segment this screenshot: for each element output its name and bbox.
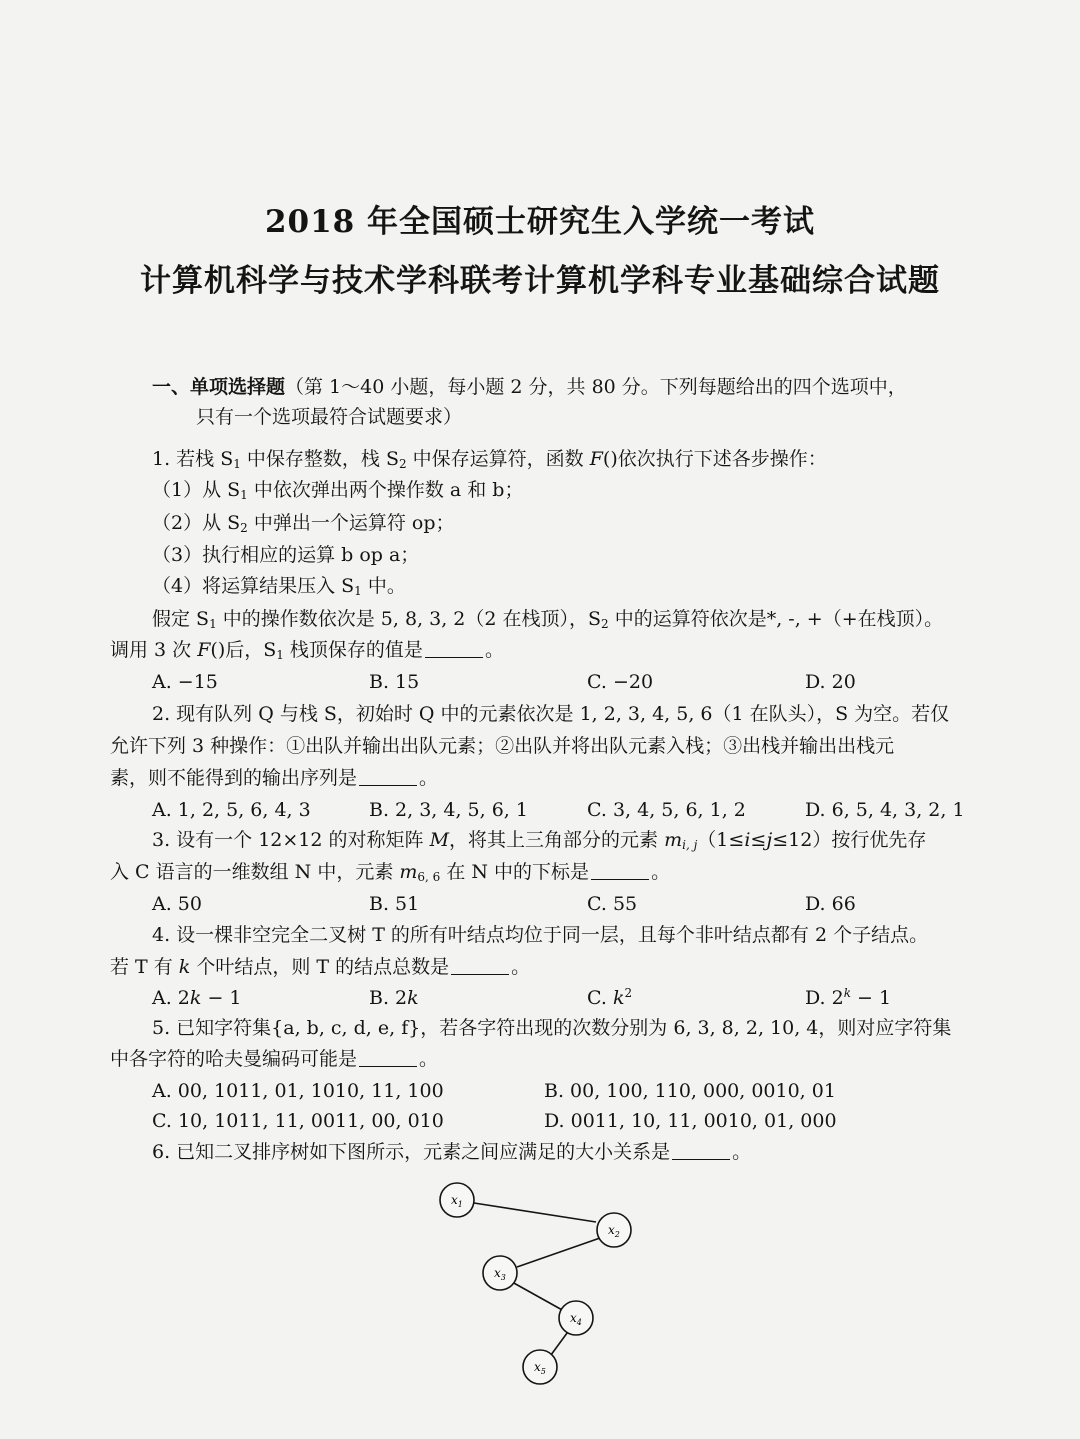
- q1-option-d: D. 20: [805, 671, 856, 693]
- svg-text:x5: $x_5$: [534, 1360, 546, 1376]
- q4-line1: 4. 设一棵非空完全二叉树 T 的所有叶结点均位于同一层，且每个非叶结点都有 2 个子结点。: [152, 924, 929, 946]
- q1-option-a: A. −15: [152, 671, 218, 693]
- q1-step2: （2）从 $S_2$ 中弹出一个运算符 op；: [152, 512, 455, 535]
- edge-x2-x3: [517, 1238, 600, 1267]
- q4-option-b: B. 2k: [369, 987, 419, 1009]
- q3-option-c: C. 55: [587, 893, 638, 915]
- section-heading: [152, 378, 907, 397]
- q6-line1: 6. 已知二叉排序树如下图所示，元素之间应满足的大小关系是 。: [152, 1141, 752, 1163]
- q1-question: 调用 3 次 F()后，$S_1$ 栈顶保存的值是 。: [110, 639, 504, 662]
- q2-option-c: C. 3, 4, 5, 6, 1, 2: [587, 799, 746, 821]
- tree-node-x1: [440, 1183, 474, 1217]
- q3-option-b: B. 51: [369, 893, 420, 915]
- q2-option-d: D. 6, 5, 4, 3, 2, 1: [805, 799, 965, 821]
- q3-option-a: A. 50: [152, 893, 202, 915]
- answer-blank: [672, 1159, 730, 1160]
- q1-step4: （4）将运算结果压入 $S_1$ 中。: [152, 575, 406, 598]
- q3-line1: 3. 设有一个 12×12 的对称矩阵 M，将其上三角部分的元素 $m_{i, j}(1\le i\le j\le 12)$按行优先存: [152, 829, 927, 852]
- exam-title-line1: 2018 年全国硕士研究生入学统一考试: [264, 204, 816, 240]
- answer-blank: [451, 974, 509, 975]
- q5-option-b: B. 00, 100, 110, 000, 0010, 01: [544, 1080, 836, 1102]
- q1-step1: （1）从 $S_1$ 中依次弹出两个操作数 a 和 b；: [152, 479, 524, 502]
- q5-line2: 中各字符的哈夫曼编码可能是 。: [110, 1048, 439, 1070]
- edge-x1-x2: [474, 1203, 596, 1222]
- q4-line2: 若 T 有 k 个叶结点，则 T 的结点总数是 。: [110, 956, 531, 978]
- tree-node-x4: [559, 1301, 593, 1335]
- q4-option-c: C. $k^2$: [587, 986, 633, 1009]
- q1-stem: 1. 若栈 $S_1$ 中保存整数，栈 $S_2$ 中保存运算符，函数 F()依次执行下述各步操作：: [152, 448, 827, 471]
- q5-option-d: D. 0011, 10, 11, 0010, 01, 000: [544, 1110, 837, 1132]
- answer-blank: [591, 879, 649, 880]
- q2-line1: 2. 现有队列 Q 与栈 S，初始时 Q 中的元素依次是 1, 2, 3, 4, 5, 6（1 在队头），S 为空。若仅: [152, 703, 950, 725]
- svg-text:x1: $x_1$: [451, 1193, 463, 1209]
- q2-option-b: B. 2, 3, 4, 5, 6, 1: [369, 799, 528, 821]
- exam-title-line2: 计算机科学与技术学科联考计算机学科专业基础综合试题: [140, 263, 940, 299]
- q4-option-a: A. 2k − 1: [152, 987, 242, 1009]
- q1-option-b: B. 15: [369, 671, 420, 693]
- q4-option-d: D. $2^k - 1$: [805, 986, 892, 1009]
- svg-text:x3: $x_3$: [494, 1266, 506, 1282]
- q5-option-a: A. 00, 1011, 01, 1010, 11, 100: [152, 1080, 444, 1102]
- q2-line3: 素，则不能得到的输出序列是 。: [110, 767, 439, 789]
- tree-node-x2: [597, 1213, 631, 1247]
- section-heading-label: 一、单项选择题: [152, 376, 286, 398]
- answer-blank: [359, 785, 417, 786]
- svg-text:x2: $x_2$: [608, 1223, 620, 1239]
- tree-node-x3: [483, 1256, 517, 1290]
- answer-blank: [359, 1066, 417, 1067]
- tree-node-x5: [523, 1350, 557, 1384]
- edge-x3-x4: [512, 1282, 564, 1311]
- q3-option-d: D. 66: [805, 893, 856, 915]
- section-desc-line1: （第 1～40 小题，每小题 2 分，共 80 分。下列每题给出的四个选项中，: [285, 376, 907, 398]
- q2-option-a: A. 1, 2, 5, 6, 4, 3: [152, 799, 311, 821]
- q3-line2: 入 C 语言的一维数组 N 中，元素 $m_{6, 6}$ 在 N 中的下标是 。: [110, 861, 671, 884]
- q2-line2: 允许下列 3 种操作：①出队并输出出队元素；②出队并将出队元素入栈；③出栈并输出出栈元: [110, 735, 895, 757]
- svg-text:x4: $x_4$: [570, 1311, 582, 1327]
- answer-blank: [425, 657, 483, 658]
- bst-diagram: [400, 1170, 660, 1400]
- q1-step3: （3）执行相应的运算 b op a；: [152, 544, 420, 566]
- q5-line1: 5. 已知字符集{a, b, c, d, e, f}，若各字符出现的次数分别为 6, 3, 8, 2, 10, 4，则对应字符集: [152, 1017, 952, 1039]
- section-desc-line2: 只有一个选项最符合试题要求）: [196, 406, 463, 428]
- q5-option-c: C. 10, 1011, 11, 0011, 00, 010: [152, 1110, 444, 1132]
- q1-option-c: C. −20: [587, 671, 654, 693]
- q1-assumption: 假定 $S_1$ 中的操作数依次是 5, 8, 3, 2（2 在栈顶），$S_2$ 中的运算符依次是*, -, +（+在栈顶）。: [152, 608, 944, 631]
